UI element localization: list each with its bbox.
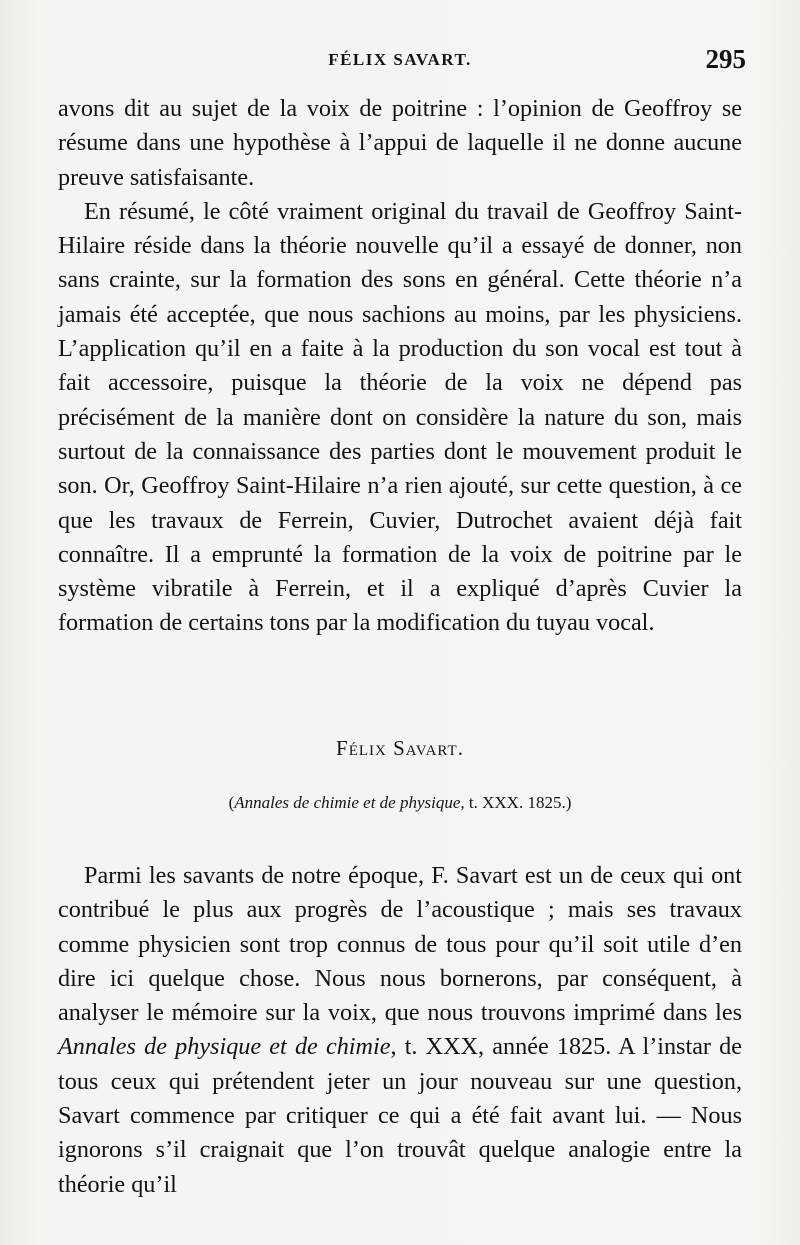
citation-journal: Annales de chimie et de physique, bbox=[234, 793, 465, 812]
running-title: FÉLIX SAVART. bbox=[328, 50, 472, 69]
source-citation bbox=[0, 793, 800, 813]
para-text-after-title: , t. XXX, année 1825. A l’instar de tous ceux qui prétendent jeter un jour nouveau sur une question, Savart commence par critiquer ce qui a été fait avant lui. — Nous ignorons s’il craignait que l’on trouvât quelque analogie entre la théorie qu’il bbox=[58, 1033, 743, 1198]
citation-volume: t. XXX. 1825. bbox=[464, 793, 566, 812]
body-text-section-2 bbox=[58, 859, 742, 1202]
paragraph-savart-intro bbox=[58, 859, 742, 1202]
citation-open-paren: ( bbox=[228, 793, 235, 812]
para-journal-title: Annales de physique et de chimie bbox=[58, 1033, 391, 1061]
page-number: 295 bbox=[705, 44, 746, 74]
section-heading-felix-savart bbox=[0, 736, 800, 761]
running-header bbox=[60, 44, 746, 80]
para-text-before-title: Parmi les savants de notre époque, F. Savart est un de ceux qui ont contribué le plus aux progrès de l’acoustique ; mais ses travaux comme physicien sont trop connus de tous pour qu’il soit utile d’en dire ici quelque chose. Nous nous bornerons, par conséquent, à analyser le mémoire sur la voix, que nous trouvons imprimé dans les bbox=[58, 862, 742, 1027]
citation-close-paren: ) bbox=[565, 793, 572, 812]
body-text-section-1 bbox=[58, 92, 742, 641]
paragraph-continuation: avons dit au sujet de la voix de poitrine : l’opinion de Geoffroy se résume dans une hypothèse à l’appui de laquelle il ne donne aucune preuve satisfaisante. bbox=[58, 95, 742, 191]
paragraph-resume: En résumé, le côté vraiment original du travail de Geoffroy Saint-Hilaire réside dans la théorie nouvelle qu’il a essayé de donner, non sans crainte, sur la formation des sons en général. Cette théorie n’a jamais été acceptée, que nous sachions au moins, par les physiciens. L’application qu’il en a faite à la production du son vocal est tout à fait accessoire, puisque la théorie de la voix ne dépend pas précisément de la manière dont on considère la nature du son, mais surtout de la connaissance des parties dont le mouvement produit le son. Or, Geoffroy Saint-Hilaire n’a rien ajouté, sur cette question, à ce que les travaux de Ferrein, Cuvier, Dutrochet avaient déjà fait connaître. Il a emprunté la formation de la voix de poitrine par le système vibratile à Ferrein, et il a expliqué d’après Cuvier la formation de certains tons par la modification du tuyau vocal. bbox=[58, 197, 742, 637]
heading-text: Félix Savart. bbox=[336, 736, 464, 760]
